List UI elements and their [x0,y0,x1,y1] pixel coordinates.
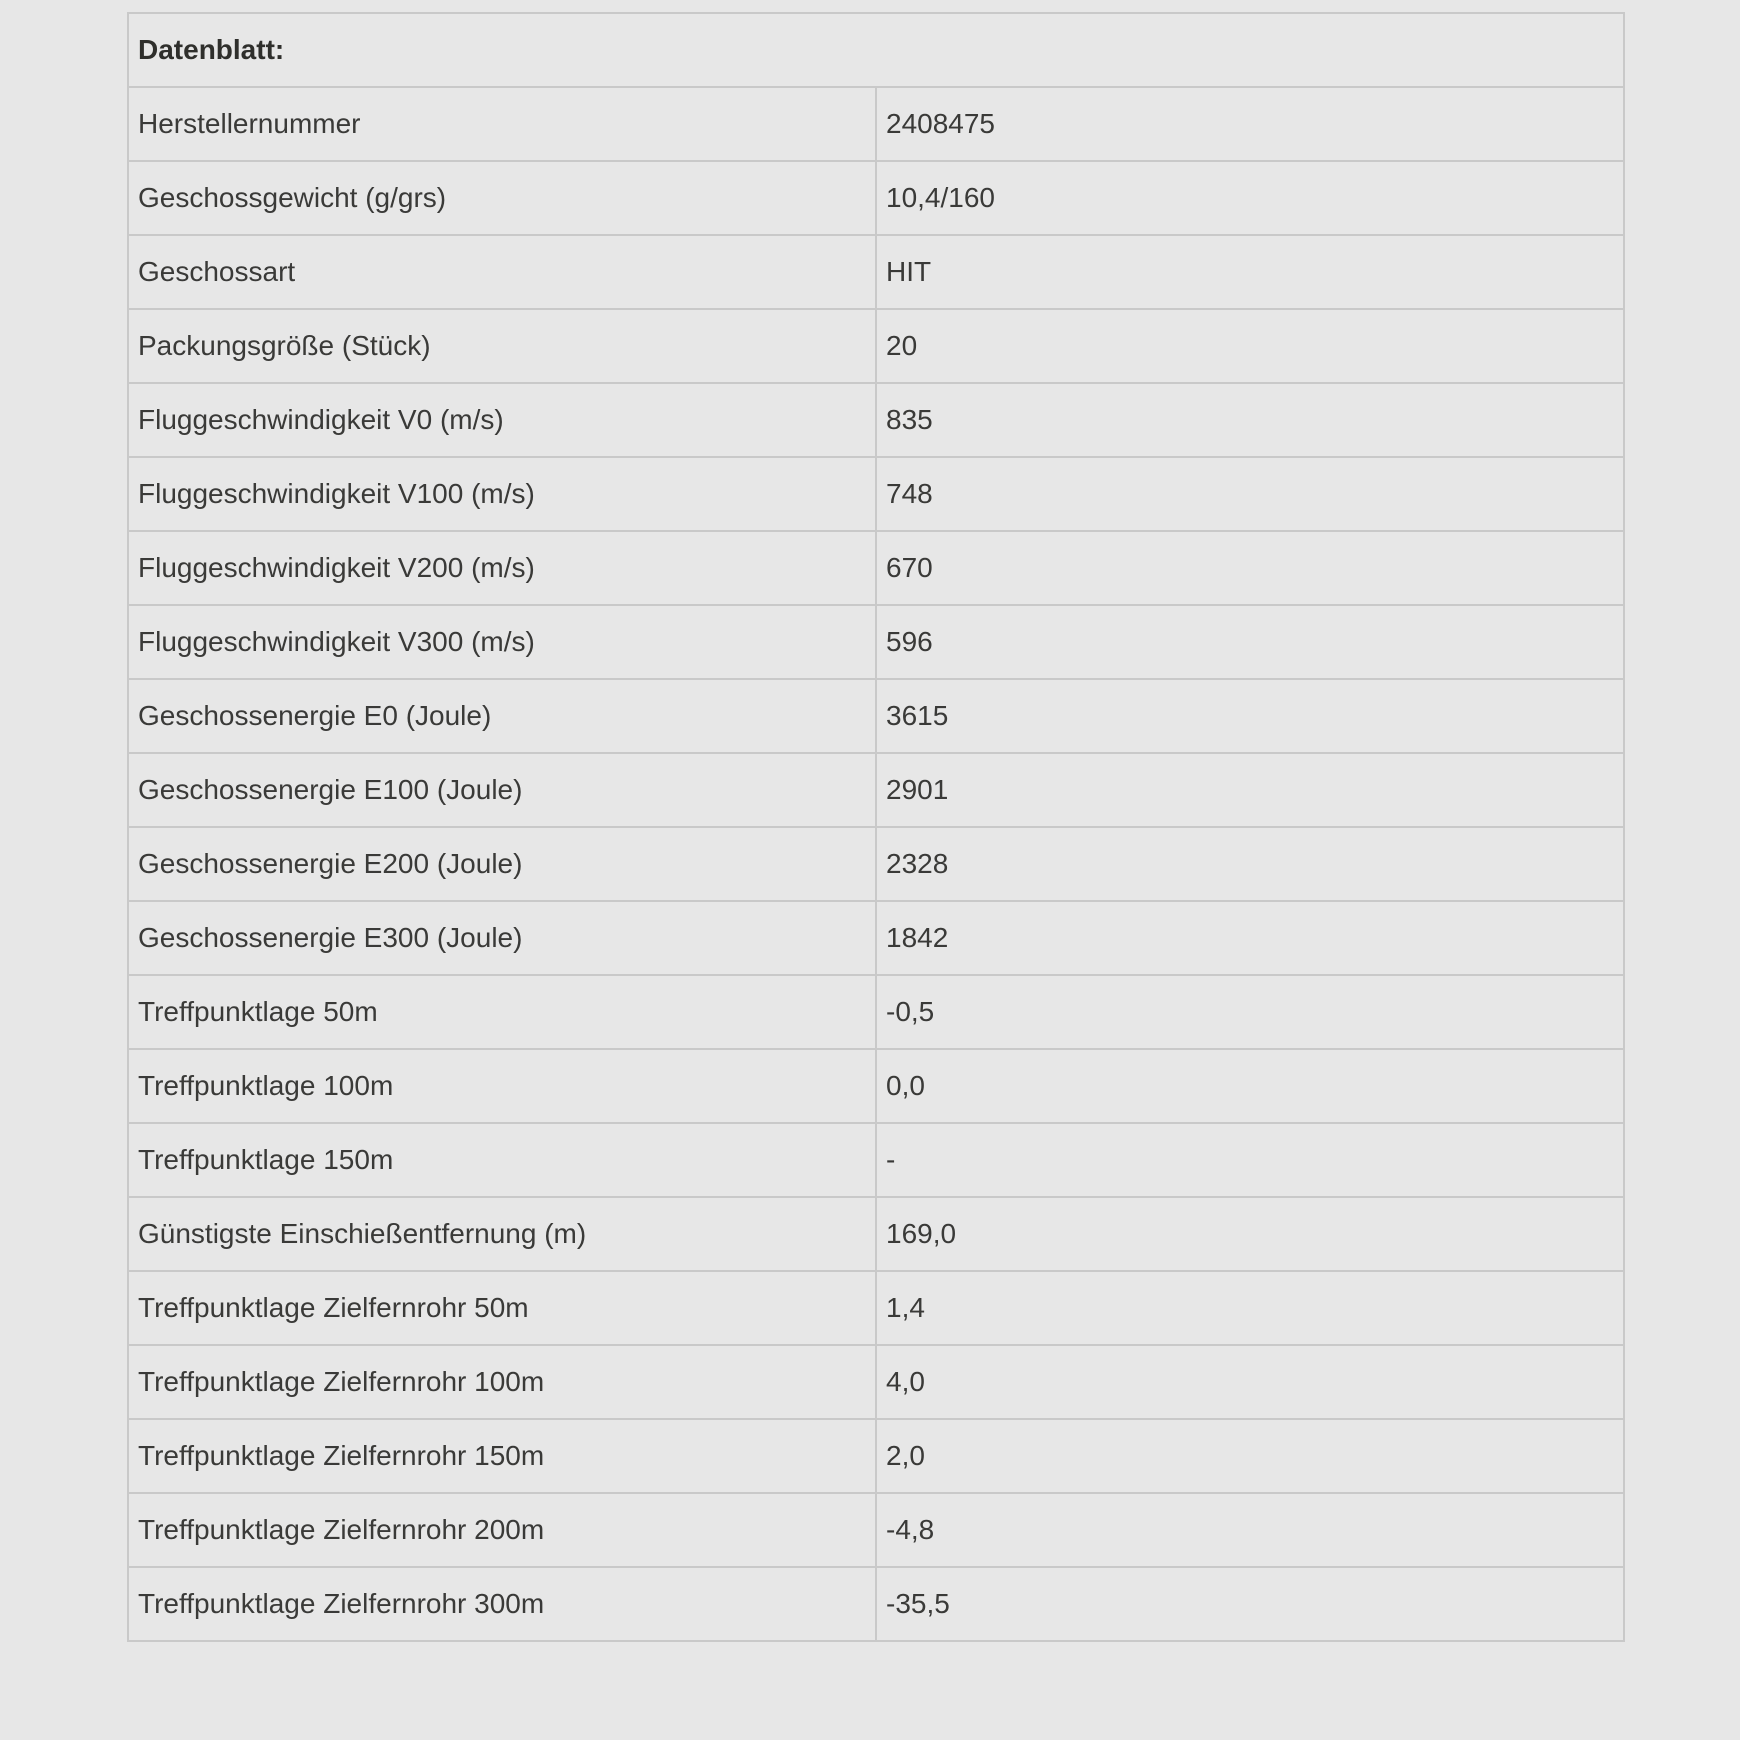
row-value: 2901 [876,753,1624,827]
row-value: HIT [876,235,1624,309]
row-value: 835 [876,383,1624,457]
row-label: Fluggeschwindigkeit V0 (m/s) [128,383,876,457]
row-value: 4,0 [876,1345,1624,1419]
row-value: 10,4/160 [876,161,1624,235]
row-value: 0,0 [876,1049,1624,1123]
row-value: - [876,1123,1624,1197]
row-label: Treffpunktlage Zielfernrohr 300m [128,1567,876,1641]
table-row [128,1049,1624,1123]
table-row [128,827,1624,901]
row-value: 596 [876,605,1624,679]
row-label: Treffpunktlage Zielfernrohr 100m [128,1345,876,1419]
row-label: Treffpunktlage Zielfernrohr 150m [128,1419,876,1493]
row-value: 1,4 [876,1271,1624,1345]
table-row [128,1123,1624,1197]
row-label: Geschossart [128,235,876,309]
row-value: 1842 [876,901,1624,975]
row-value: 20 [876,309,1624,383]
row-label: Treffpunktlage 50m [128,975,876,1049]
table-row [128,87,1624,161]
table-row [128,1197,1624,1271]
row-value: -4,8 [876,1493,1624,1567]
row-label: Herstellernummer [128,87,876,161]
row-value: 169,0 [876,1197,1624,1271]
table-row [128,901,1624,975]
row-value: 748 [876,457,1624,531]
row-label: Fluggeschwindigkeit V200 (m/s) [128,531,876,605]
table-row [128,679,1624,753]
row-label: Fluggeschwindigkeit V300 (m/s) [128,605,876,679]
datasheet-header-row [128,13,1624,87]
row-label: Geschossenergie E200 (Joule) [128,827,876,901]
table-row [128,161,1624,235]
row-value: 2,0 [876,1419,1624,1493]
row-label: Treffpunktlage Zielfernrohr 50m [128,1271,876,1345]
datasheet-table [127,12,1625,1642]
row-label: Fluggeschwindigkeit V100 (m/s) [128,457,876,531]
row-label: Geschossenergie E0 (Joule) [128,679,876,753]
row-value: 670 [876,531,1624,605]
table-row [128,1567,1624,1641]
row-label: Packungsgröße (Stück) [128,309,876,383]
table-row [128,975,1624,1049]
table-row [128,235,1624,309]
row-value: -0,5 [876,975,1624,1049]
table-row [128,531,1624,605]
row-label: Geschossenergie E300 (Joule) [128,901,876,975]
row-label: Geschossgewicht (g/grs) [128,161,876,235]
datasheet-title: Datenblatt: [128,13,1624,87]
table-row [128,1419,1624,1493]
row-label: Treffpunktlage 100m [128,1049,876,1123]
datasheet-rows [128,87,1624,1641]
table-row [128,1271,1624,1345]
row-label: Günstigste Einschießentfernung (m) [128,1197,876,1271]
table-row [128,309,1624,383]
row-value: 2328 [876,827,1624,901]
row-value: 2408475 [876,87,1624,161]
table-row [128,605,1624,679]
table-row [128,753,1624,827]
table-row [128,457,1624,531]
row-label: Treffpunktlage 150m [128,1123,876,1197]
row-label: Geschossenergie E100 (Joule) [128,753,876,827]
table-row [128,1493,1624,1567]
row-value: -35,5 [876,1567,1624,1641]
table-row [128,1345,1624,1419]
row-label: Treffpunktlage Zielfernrohr 200m [128,1493,876,1567]
row-value: 3615 [876,679,1624,753]
table-row [128,383,1624,457]
